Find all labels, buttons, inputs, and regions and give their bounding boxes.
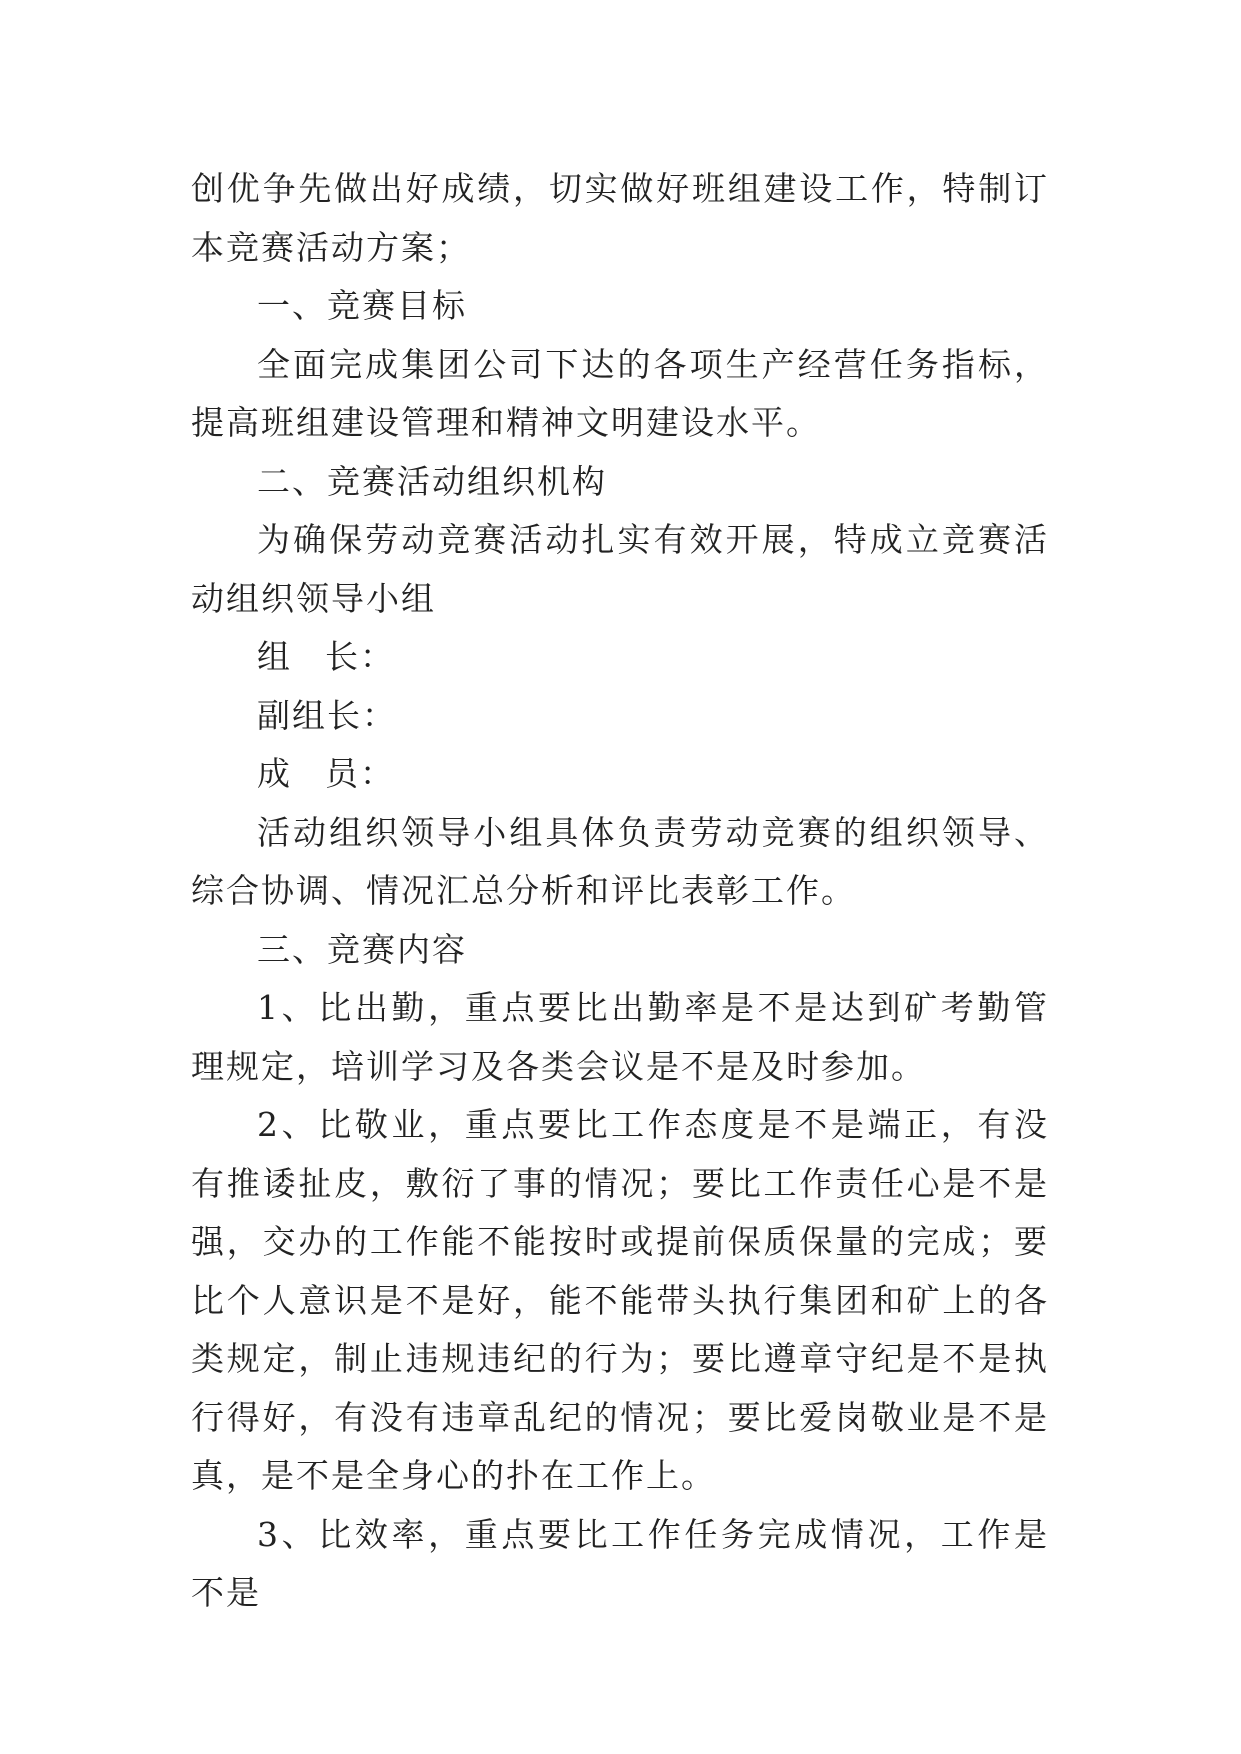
field-members (191, 745, 1049, 804)
heading-section-1: 一、竞赛目标 (257, 286, 467, 325)
paragraph-item-dedication: 2、比敬业，重点要比工作态度是不是端正，有没有推诿扯皮，敷衍了事的情况；要比工作责任心是不是强，交办的工作能不能按时或提前保质保量的完成；要比个人意识是不是好，能不能带头执行集团和矿上的各类规定，制止违规违纪的行为；要比遵章守纪是不是执行得好，有没有违章乱纪的情况；要比爱岗敬业是不是真，是不是全身心的扑在工作上。 (191, 1105, 1049, 1495)
heading-section-2: 二、竞赛活动组织机构 (257, 461, 607, 501)
paragraph-intro: 创优争先做出好成绩，切实做好班组建设工作，特制订本竞赛活动方案； (191, 169, 1049, 267)
field-team-leader (191, 628, 1049, 687)
field-deputy-leader: 副组长： (257, 695, 397, 735)
paragraph-organization: 为确保劳动竞赛活动扎实有效开展，特成立竞赛活动组织领导小组 (191, 520, 1049, 618)
field-members-label-b: 员： (325, 754, 395, 793)
field-team-leader-label-a: 组 (257, 637, 292, 676)
paragraph-goal: 全面完成集团公司下达的各项生产经营任务指标，提高班组建设管理和精神文明建设水平。 (191, 344, 1049, 442)
field-members-label-a: 成 (257, 754, 292, 793)
paragraph-item-efficiency: 3、比效率，重点要比工作任务完成情况，工作是不是 (191, 1514, 1049, 1612)
heading-section-3: 三、竞赛内容 (257, 929, 467, 969)
document-body (191, 160, 1049, 1623)
field-team-leader-label-b: 长： (325, 637, 395, 676)
paragraph-item-attendance: 1、比出勤，重点要比出勤率是不是达到矿考勤管理规定，培训学习及各类会议是不是及时参加。 (191, 988, 1049, 1086)
paragraph-responsibility: 活动组织领导小组具体负责劳动竞赛的组织领导、综合协调、情况汇总分析和评比表彰工作。 (191, 812, 1049, 910)
